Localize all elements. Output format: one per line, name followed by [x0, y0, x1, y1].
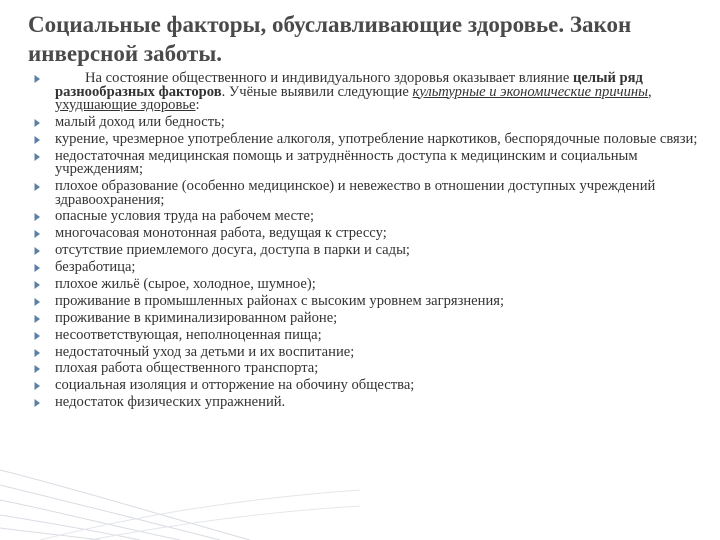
- list-item-text: социальная изоляция и отторжение на обочину общества;: [55, 377, 415, 394]
- list-item: [32, 180, 700, 207]
- arrow-right-icon: [32, 182, 42, 192]
- list-item-text: опасные условия труда на рабочем месте;: [55, 208, 315, 225]
- arrow-right-icon: [32, 135, 42, 145]
- list-item-text: плохая работа общественного транспорта;: [55, 360, 319, 377]
- list-item-text: недостаток физических упражнений.: [55, 394, 286, 411]
- title-line-1: Социальные факторы, обуславливающие здоровье. Закон: [28, 12, 632, 37]
- arrow-right-icon: [32, 364, 42, 374]
- intro-italic-text: культурные и экономические причины: [412, 83, 649, 100]
- arrow-right-icon: [32, 381, 42, 391]
- intro-text-3: ,: [648, 83, 652, 100]
- arrow-right-icon: [32, 212, 42, 222]
- list-item: [32, 130, 700, 147]
- list-item: [32, 261, 700, 275]
- arrow-right-icon: [32, 246, 42, 256]
- list-item: [32, 244, 700, 258]
- list-item: [32, 147, 700, 178]
- arrow-right-icon: [32, 152, 42, 162]
- intro-bold-text: целый ряд разнообразных факторов: [55, 70, 643, 100]
- intro-paragraph: [32, 72, 700, 113]
- intro-text-1: На состояние общественного и индивидуального здоровья оказывает влияние: [85, 70, 573, 86]
- arrow-right-icon: [32, 398, 42, 408]
- list-item-text: несоответствующая, неполноценная пища;: [55, 326, 322, 343]
- list-item: [32, 326, 700, 343]
- arrow-right-icon: [32, 314, 42, 324]
- list-item-text: плохое жильё (сырое, холодное, шумное);: [55, 276, 316, 293]
- arrow-right-icon: [32, 331, 42, 341]
- arrow-right-icon: [32, 263, 42, 273]
- arrow-right-icon: [32, 118, 42, 128]
- list-item: [32, 278, 700, 292]
- list-item-text: недостаточный уход за детьми и их воспитание;: [55, 343, 355, 360]
- list-item: [32, 396, 700, 410]
- intro-text-4: :: [195, 97, 200, 113]
- list-item: [32, 343, 700, 360]
- list-item: [32, 113, 700, 130]
- title-line-2: инверсной заботы.: [28, 41, 223, 66]
- bullet-list: [32, 72, 700, 413]
- list-item: [32, 309, 700, 326]
- list-item-text: проживание в криминализированном районе;: [55, 309, 338, 326]
- list-item-text: отсутствие приемлемого досуга, доступа в парки и сады;: [55, 242, 410, 259]
- list-item: [32, 227, 700, 241]
- list-item-text: курение, чрезмерное употребление алкоголя, употребление наркотиков, беспорядочные половые связи;: [55, 130, 698, 147]
- list-item-text: многочасовая монотонная работа, ведущая к стрессу;: [55, 225, 387, 242]
- list-item-text: малый доход или бедность;: [55, 113, 225, 130]
- decorative-curves: [0, 430, 360, 540]
- list-item: [32, 379, 700, 393]
- list-item-text: плохое образование (особенно медицинское) и невежество в отношении доступных учреждений здравоохранения;: [55, 178, 656, 208]
- list-item: [32, 210, 700, 224]
- intro-text-2: . Учёные выявили следующие: [221, 83, 413, 100]
- list-item-text: безработица;: [55, 259, 136, 276]
- list-item: [32, 362, 700, 376]
- intro-underlined-text: ухудшающие здоровье: [55, 97, 196, 113]
- list-item-text: проживание в промышленных районах с высоким уровнем загрязнения;: [55, 292, 505, 309]
- arrow-right-icon: [32, 280, 42, 290]
- list-item: [32, 292, 700, 309]
- page-title: [28, 10, 698, 68]
- arrow-right-icon: [32, 348, 42, 358]
- arrow-right-icon: [32, 297, 42, 307]
- arrow-right-icon: [32, 229, 42, 239]
- arrow-right-icon: [32, 74, 42, 84]
- list-item-text: недостаточная медицинская помощь и затруднённость доступа к медицинским и социальным учреждениям;: [55, 147, 638, 178]
